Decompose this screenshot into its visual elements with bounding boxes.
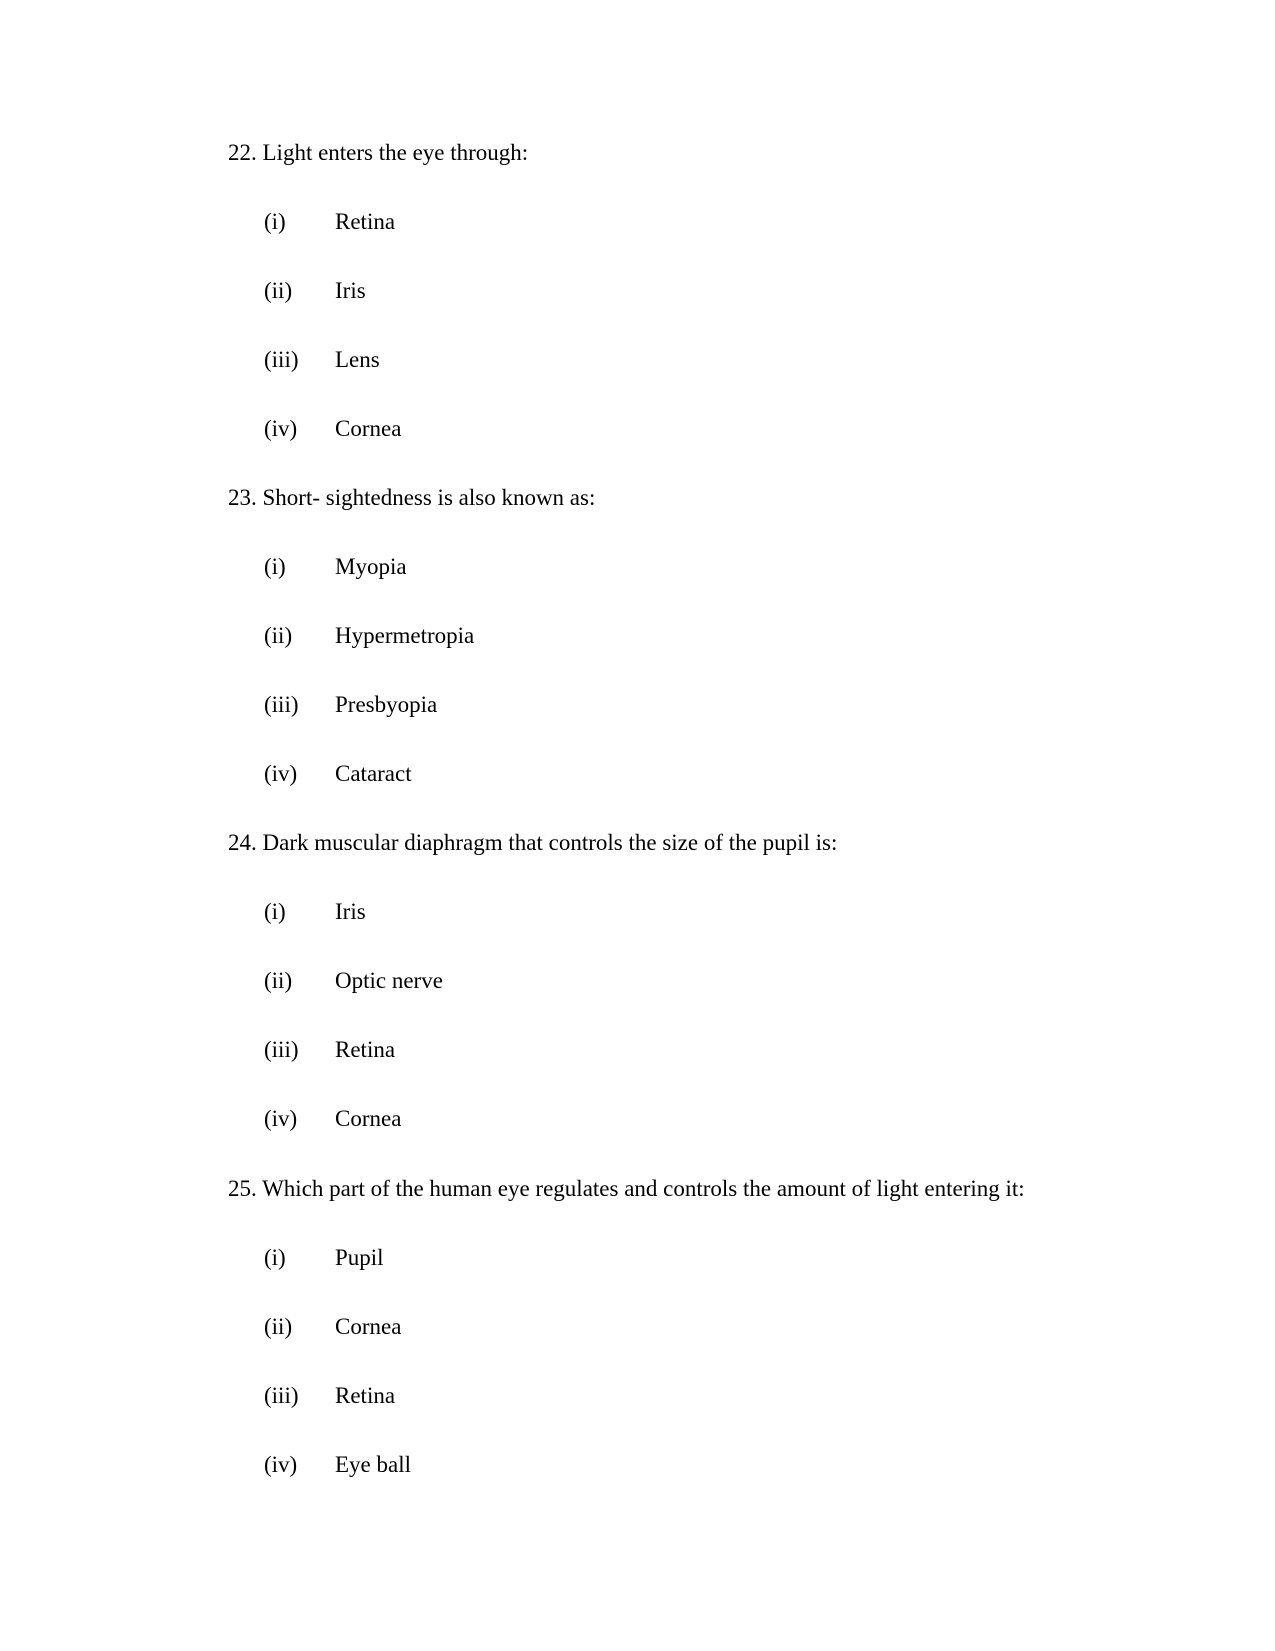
- option-label: (iv): [264, 416, 298, 441]
- question-stem: [228, 483, 595, 513]
- option-text: Optic nerve: [335, 968, 443, 993]
- question-24: [228, 828, 837, 1134]
- option-item: [228, 621, 595, 651]
- question-23: [228, 483, 595, 789]
- option-item: [228, 1243, 1025, 1273]
- option-item: [228, 1450, 1025, 1480]
- option-text: Cornea: [335, 1314, 402, 1339]
- option-list: [228, 897, 837, 1134]
- option-list: [228, 1243, 1025, 1480]
- option-label: (iii): [264, 1383, 299, 1408]
- option-item: [228, 1104, 837, 1134]
- option-label: (iii): [264, 1037, 299, 1062]
- option-item: [228, 414, 528, 444]
- option-text: Iris: [335, 899, 366, 924]
- option-item: [228, 552, 595, 582]
- option-text: Pupil: [335, 1245, 384, 1270]
- option-text: Hypermetropia: [335, 623, 475, 648]
- option-item: [228, 690, 595, 720]
- option-label: (iv): [264, 1452, 298, 1477]
- question-stem: [228, 828, 837, 858]
- option-text: Iris: [335, 278, 366, 303]
- question-number: 23.: [228, 485, 257, 510]
- question-25: [228, 1174, 1025, 1480]
- question-number: 25.: [228, 1176, 257, 1201]
- option-label: (ii): [264, 623, 293, 648]
- question-text: Light enters the eye through:: [262, 140, 529, 165]
- question-number: 22.: [228, 140, 257, 165]
- option-label: (iii): [264, 692, 299, 717]
- option-text: Retina: [335, 1037, 396, 1062]
- question-text: Short- sightedness is also known as:: [262, 485, 596, 510]
- option-label: (ii): [264, 968, 293, 993]
- option-text: Presbyopia: [335, 692, 438, 717]
- option-text: Cataract: [335, 761, 412, 786]
- option-item: [228, 345, 528, 375]
- option-list: [228, 207, 528, 444]
- option-list: [228, 552, 595, 789]
- option-item: [228, 1381, 1025, 1411]
- option-text: Retina: [335, 1383, 396, 1408]
- option-item: [228, 759, 595, 789]
- question-text: Dark muscular diaphragm that controls the size of the pupil is:: [262, 830, 838, 855]
- option-label: (ii): [264, 1314, 293, 1339]
- option-label: (i): [264, 554, 286, 579]
- question-text: Which part of the human eye regulates and controls the amount of light entering it:: [262, 1176, 1025, 1201]
- option-item: [228, 207, 528, 237]
- option-label: (iv): [264, 1106, 298, 1131]
- option-item: [228, 276, 528, 306]
- option-item: [228, 1035, 837, 1065]
- option-item: [228, 1312, 1025, 1342]
- question-number: 24.: [228, 830, 257, 855]
- option-text: Lens: [335, 347, 380, 372]
- option-text: Myopia: [335, 554, 407, 579]
- option-text: Cornea: [335, 416, 402, 441]
- option-text: Eye ball: [335, 1452, 411, 1477]
- option-text: Cornea: [335, 1106, 402, 1131]
- option-label: (iv): [264, 761, 298, 786]
- question-stem: [228, 138, 528, 168]
- option-label: (i): [264, 899, 286, 924]
- question-22: [228, 138, 528, 444]
- option-label: (i): [264, 1245, 286, 1270]
- option-label: (i): [264, 209, 286, 234]
- question-stem: [228, 1174, 1025, 1204]
- option-label: (iii): [264, 347, 299, 372]
- option-label: (ii): [264, 278, 293, 303]
- option-item: [228, 897, 837, 927]
- option-text: Retina: [335, 209, 396, 234]
- option-item: [228, 966, 837, 996]
